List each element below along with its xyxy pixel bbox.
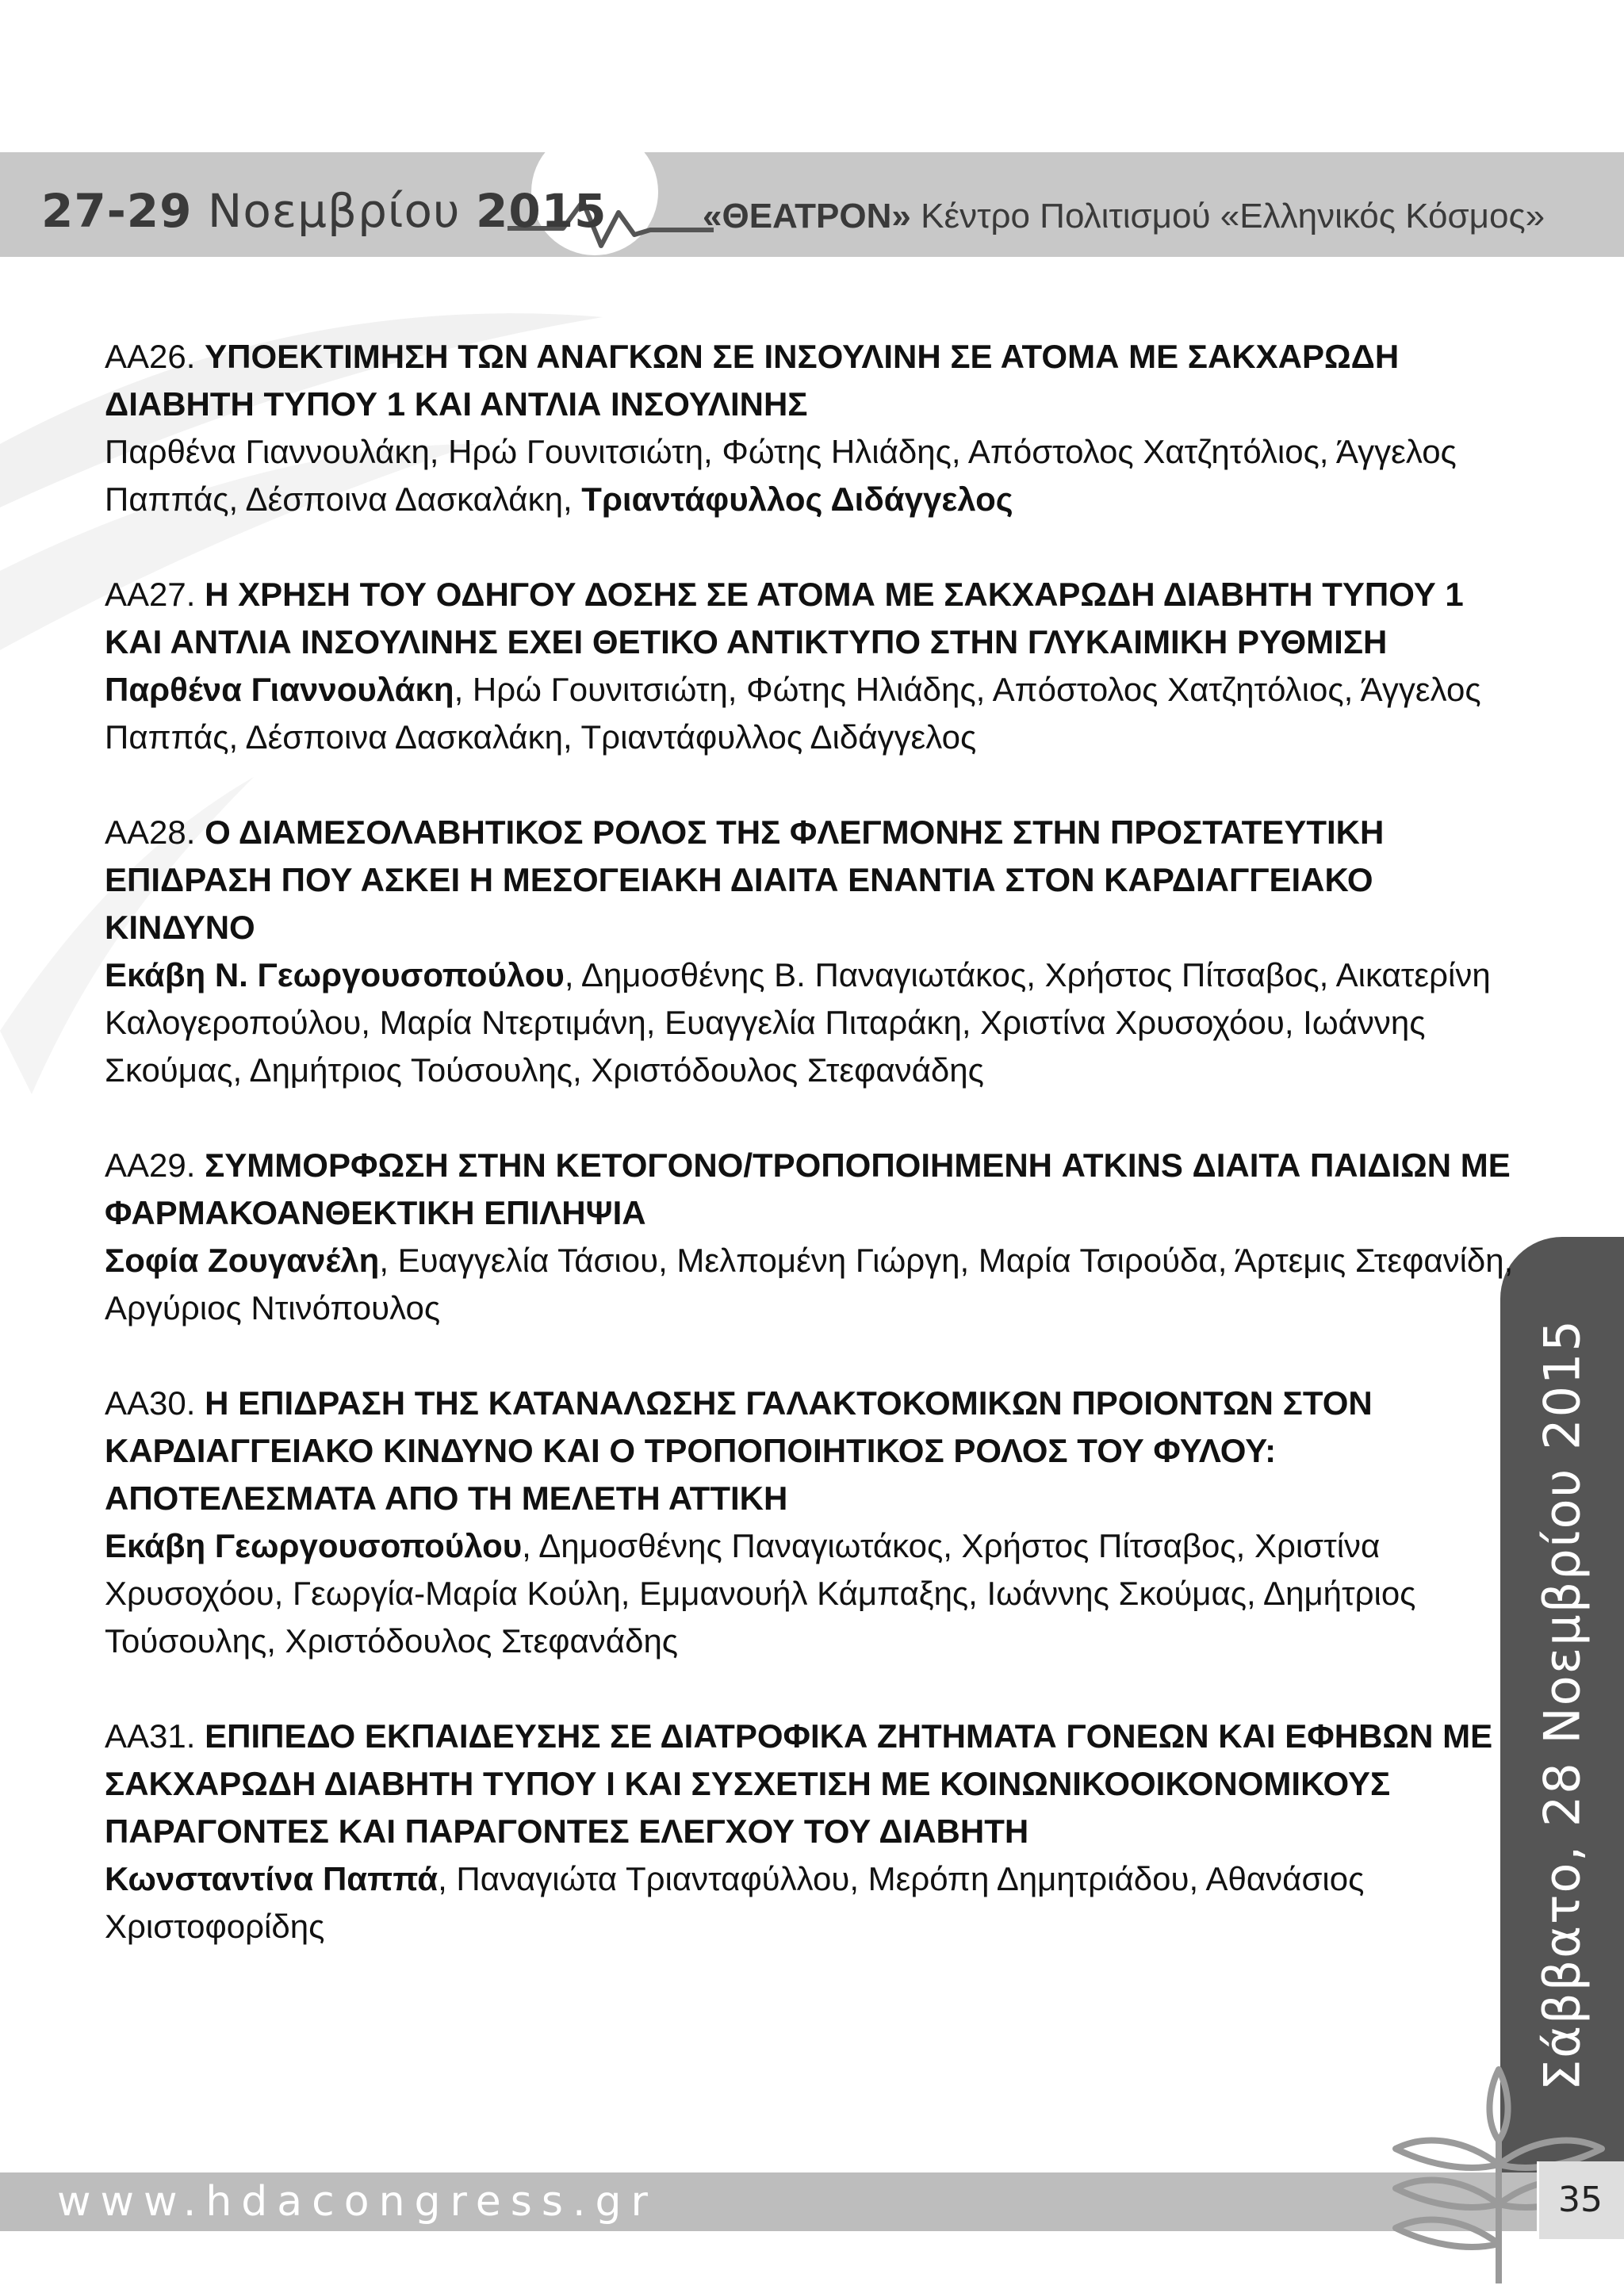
abstract-authors xyxy=(105,951,1516,1094)
co-authors: Παρθένα Γιαννουλάκη, Ηρώ Γουνιτσιώτη, Φώτης Ηλιάδης, Απόστολος Χατζητόλιος, Άγγελος Παππάς, Δέσποινα Δασκαλάκη, xyxy=(105,433,1457,518)
header-venue xyxy=(703,197,1545,236)
abstract-title-text: ΕΠΙΠΕΔΟ ΕΚΠΑΙΔΕΥΣΗΣ ΣΕ ΔΙΑΤΡΟΦΙΚΑ ΖΗΤΗΜΑΤΑ ΓΟΝΕΩΝ ΚΑΙ ΕΦΗΒΩΝ ΜΕ ΣΑΚΧΑΡΩΔΗ ΔΙΑΒΗΤΗ ΤΥΠΟΥ Ι ΚΑΙ ΣΥΣΧΕΤΙΣΗ ΜΕ ΚΟΙΝΩΝΙΚΟΟΙΚΟΝΟΜΙΚΟΥΣ ΠΑΡΑΓΟΝΤΕΣ ΚΑΙ ΠΑΡΑΓΟΝΤΕΣ ΕΛΕΓΧΟΥ ΤΟΥ ΔΙΑΒΗΤΗ xyxy=(105,1717,1493,1850)
abstract-title xyxy=(105,1380,1516,1522)
abstract-title-text: Ο ΔΙΑΜΕΣΟΛΑΒΗΤΙΚΟΣ ΡΟΛΟΣ ΤΗΣ ΦΛΕΓΜΟΝΗΣ ΣΤΗΝ ΠΡΟΣΤΑΤΕΥΤΙΚΗ ΕΠΙΔΡΑΣΗ ΠΟΥ ΑΣΚΕΙ Η ΜΕΣΟΓΕΙΑΚΗ ΔΙΑΙΤΑ ΕΝΑΝΤΙΑ ΣΤΟΝ ΚΑΡΔΙΑΓΓΕΙΑΚΟ ΚΙΝΔΥΝΟ xyxy=(105,813,1385,946)
abstract-title-text: YΠΟΕΚΤΙΜΗΣΗ ΤΩΝ ΑΝΑΓΚΩΝ ΣΕ ΙΝΣΟΥΛΙΝΗ ΣΕ ΑΤΟΜΑ ΜΕ ΣΑΚΧΑΡΩΔΗ ΔΙΑΒΗΤΗ ΤΥΠΟΥ 1 ΚΑΙ ΑΝΤΛΙΑ ΙΝΣΟΥΛΙΝΗΣ xyxy=(105,338,1400,423)
abstract-authors xyxy=(105,1855,1516,1950)
header-dates-prefix: 27-29 xyxy=(41,184,193,238)
footer-website-url: www.hdacongress.gr xyxy=(57,2178,657,2226)
abstract-title xyxy=(105,571,1516,666)
presenting-author: Εκάβη Γεωργουσοπούλου xyxy=(105,1527,523,1564)
abstract-code: AA29. xyxy=(105,1146,205,1184)
presenting-author: Κωνσταντίνα Παππά xyxy=(105,1860,439,1897)
header-dates-month: Νοεμβρίου xyxy=(192,184,476,238)
co-authors: , Ηρώ Γουνιτσιώτη, Φώτης Ηλιάδης, Απόστολος Χατζητόλιος, Άγγελος Παππάς, Δέσποινα Δασκαλάκη, Τριαντάφυλλος Διδάγγελος xyxy=(105,671,1481,756)
abstract-entry xyxy=(105,1380,1516,1665)
presenting-author: Εκάβη Ν. Γεωργουσοπούλου xyxy=(105,956,565,993)
abstract-entry xyxy=(105,333,1516,523)
co-authors: , Ευαγγελία Τάσιου, Μελπομένη Γιώργη, Μαρία Τσιρούδα, Άρτεμις Στεφανίδη, Αργύριος Ντινόπουλος xyxy=(105,1242,1514,1326)
abstract-entry xyxy=(105,1142,1516,1332)
abstract-authors xyxy=(105,428,1516,523)
header-venue-name: «ΘΕΑΤΡΟΝ» xyxy=(703,197,911,235)
abstract-entry xyxy=(105,809,1516,1094)
abstract-title-text: Η ΕΠΙΔΡΑΣΗ ΤΗΣ ΚΑΤΑΝΑΛΩΣΗΣ ΓΑΛΑΚΤΟΚΟΜΙΚΩΝ ΠΡΟΙΟΝΤΩΝ ΣΤΟΝ ΚΑΡΔΙΑΓΓΕΙΑΚΟ ΚΙΝΔΥΝΟ ΚΑΙ Ο ΤΡΟΠΟΠΟΙΗΤΙΚΟΣ ΡΟΛΟΣ ΤΟΥ ΦΥΛΟΥ: ΑΠΟΤΕΛΕΣΜΑΤΑ ΑΠΟ ΤΗ ΜΕΛΕΤΗ ΑΤΤΙΚΗ xyxy=(105,1384,1373,1517)
co-authors: , Παναγιώτα Τριανταφύλλου, Μερόπη Δημητριάδου, Αθανάσιος Χριστοφορίδης xyxy=(105,1860,1365,1945)
abstract-code: AA26. xyxy=(105,338,205,375)
abstract-title xyxy=(105,333,1516,428)
abstract-code: AA30. xyxy=(105,1384,205,1422)
abstract-code: AA28. xyxy=(105,813,205,851)
abstract-entry xyxy=(105,1713,1516,1950)
header-dates-year: 2015 xyxy=(476,184,607,238)
header-venue-rest: Κέντρο Πολιτισμού «Ελληνικός Κόσμος» xyxy=(910,197,1545,235)
abstract-authors xyxy=(105,1522,1516,1665)
presenting-author: Σοφία Ζουγανέλη xyxy=(105,1242,380,1279)
abstract-title xyxy=(105,809,1516,951)
presenting-author: Παρθένα Γιαννουλάκη xyxy=(105,671,454,708)
day-side-tab-label: Σάββατο, 28 Νοεμβρίου 2015 xyxy=(1533,1319,1591,2091)
abstract-list xyxy=(105,333,1516,1998)
abstract-title-text: Η ΧΡΗΣΗ ΤΟΥ ΟΔΗΓΟΥ ΔΟΣΗΣ ΣΕ ΑΤΟΜΑ ΜΕ ΣΑΚΧΑΡΩΔΗ ΔΙΑΒΗΤΗ ΤΥΠΟΥ 1 ΚΑΙ ΑΝΤΛΙΑ ΙΝΣΟΥΛΙΝΗΣ ΕΧΕΙ ΘΕΤΙΚΟ ΑΝΤΙΚΤΥΠΟ ΣΤΗΝ ΓΛΥΚΑΙΜΙΚΗ ΡΥΘΜΙΣΗ xyxy=(105,576,1464,660)
abstract-title-text: ΣΥΜΜΟΡΦΩΣΗ ΣΤΗΝ ΚΕΤΟΓΟΝΟ/ΤΡΟΠΟΠΟΙΗΜΕΝΗ ATKINS ΔΙΑΙΤΑ ΠΑΙΔΙΩΝ ΜΕ ΦΑΡΜΑΚΟΑΝΘΕΚΤΙΚΗ ΕΠΙΛΗΨΙΑ xyxy=(105,1146,1511,1231)
abstract-authors xyxy=(105,1237,1516,1332)
abstract-authors xyxy=(105,666,1516,761)
page-number: 35 xyxy=(1558,2180,1603,2220)
abstract-code: AA27. xyxy=(105,576,205,613)
abstract-title xyxy=(105,1142,1516,1237)
co-authors: , Δημοσθένης Β. Παναγιωτάκος, Χρήστος Πίτσαβος, Αικατερίνη Καλογεροπούλου, Μαρία Ντερτιμάνη, Ευαγγελία Πιταράκη, Χριστίνα Χρυσοχόου, Ιωάννης Σκούμας, Δημήτριος Τούσουλης, Χριστόδουλος Στεφανάδης xyxy=(105,956,1491,1089)
co-authors: , Δημοσθένης Παναγιωτάκος, Χρήστος Πίτσαβος, Χριστίνα Χρυσοχόου, Γεωργία-Μαρία Κούλη, Εμμανουήλ Κάμπαξης, Ιωάννης Σκούμας, Δημήτριος Τούσουλης, Χριστόδουλος Στεφανάδης xyxy=(105,1527,1416,1659)
senior-author: Τριαντάφυλλος Διδάγγελος xyxy=(581,480,1013,518)
abstract-title xyxy=(105,1713,1516,1855)
abstract-code: AA31. xyxy=(105,1717,205,1755)
header-dates xyxy=(41,184,607,238)
abstract-entry xyxy=(105,571,1516,761)
